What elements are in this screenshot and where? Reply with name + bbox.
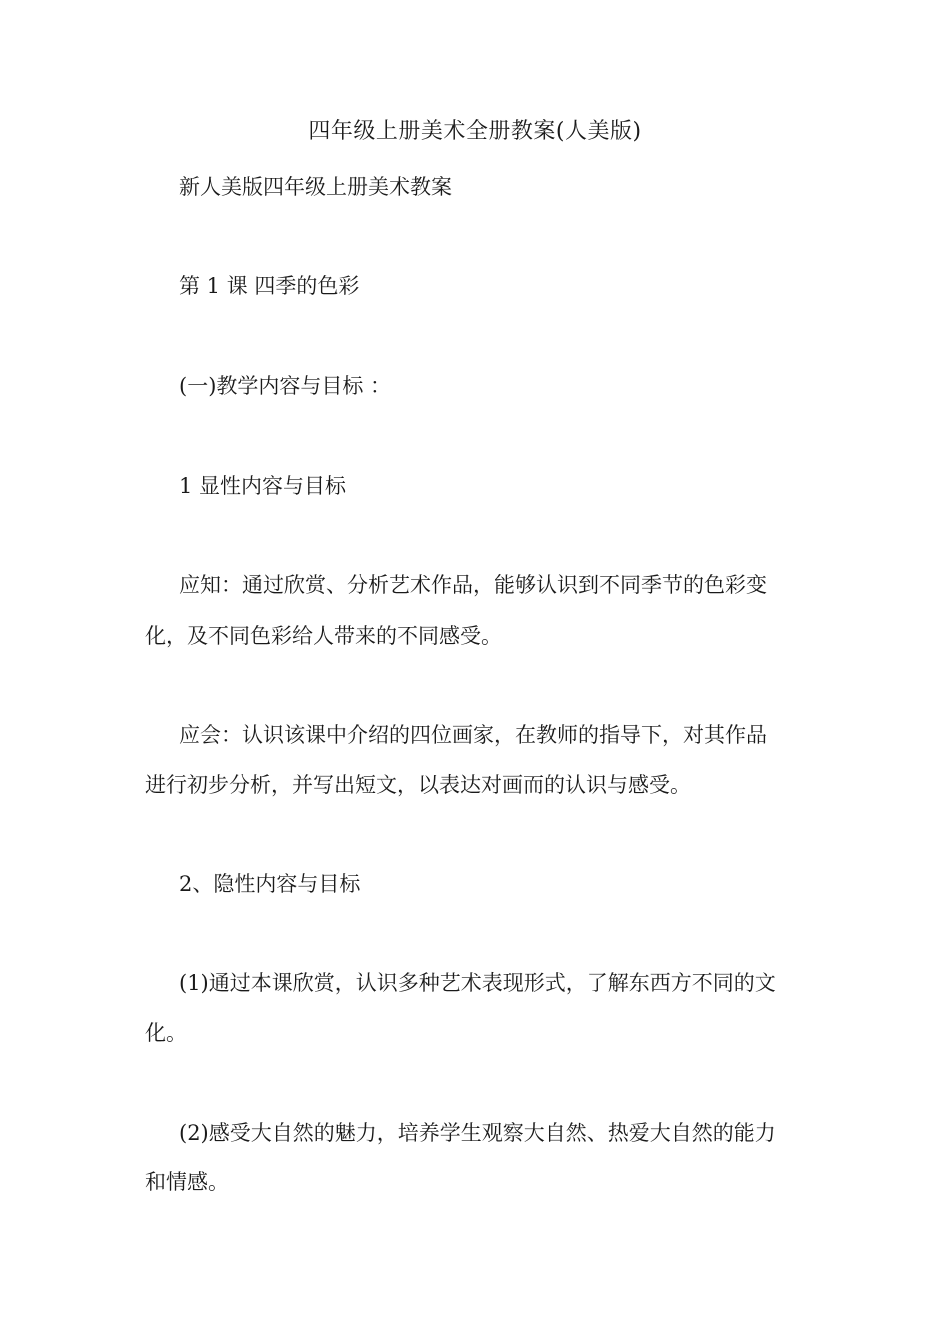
subsection-heading-explicit: 1 显性内容与目标 [179,474,347,498]
lesson-heading: 第 1 课 四季的色彩 [179,274,360,298]
paragraph-skill-line-2: 进行初步分析，并写出短文，以表达对画而的认识与感受。 [145,773,691,797]
subsection-heading-implicit: 2、隐性内容与目标 [179,872,361,896]
paragraph-nature-line-1: (2)感受大自然的魅力，培养学生观察大自然、热爱大自然的能力 [179,1121,776,1145]
document-title: 四年级上册美术全册教案(人美版) [308,119,642,144]
paragraph-culture-line-2: 化。 [145,1021,187,1045]
document-subtitle: 新人美版四年级上册美术教案 [179,175,452,199]
paragraph-skill-line-1: 应会：认识该课中介绍的四位画家，在教师的指导下，对其作品 [179,723,767,747]
paragraph-culture-line-1: (1)通过本课欣赏，认识多种艺术表现形式，了解东西方不同的文 [179,971,776,995]
paragraph-know-line-2: 化，及不同色彩给人带来的不同感受。 [145,624,502,648]
paragraph-nature-line-2: 和情感。 [145,1170,229,1194]
section-heading-objectives: (一)教学内容与目标 ： [179,374,392,398]
paragraph-know-line-1: 应知：通过欣赏、分析艺术作品，能够认识到不同季节的色彩变 [179,573,767,597]
